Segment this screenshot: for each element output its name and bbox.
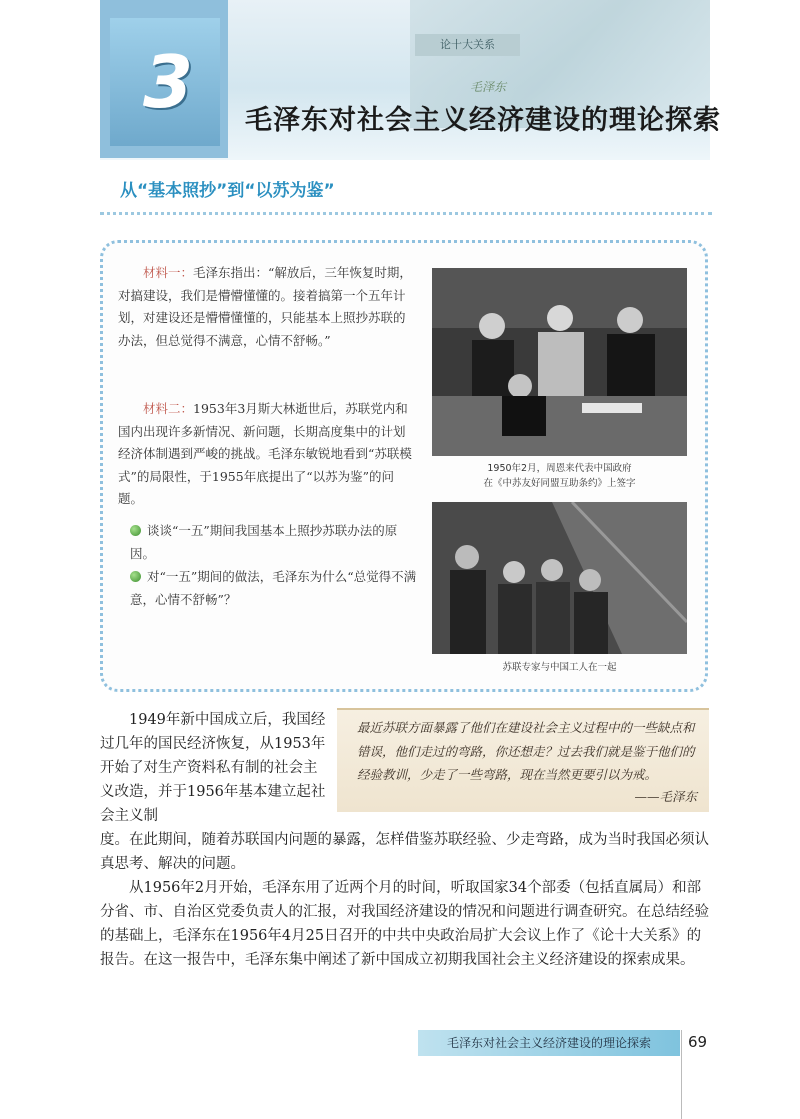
chapter-number: 3 [142,40,194,124]
material-two [118,398,416,511]
book-cover-author: 毛泽东 [470,80,507,94]
question-one [130,520,418,565]
material-one-label: 材料一： [143,265,194,280]
caption-line: 在《中苏友好同盟互助条约》上签字 [483,478,636,489]
material-one [118,262,416,352]
material-two-text: 1953年3月斯大林逝世后，苏联党内和国内出现许多新情况、新问题，长期高度集中的计划经济体制遇到严峻的挑战。毛泽东敏锐地看到“苏联模式”的局限性，于1955年底提出了“以苏为鉴”的问题。 [118,401,412,506]
caption-line: 1950年2月，周恩来代表中国政府 [487,463,632,474]
section-title: 从“基本照抄”到“以苏为鉴” [120,181,335,201]
page-number-divider [681,1030,682,1119]
body-paragraph-1: 1949年新中国成立后，我国经过几年的国民经济恢复，从1953年开始了对生产资料私有制的社会主义改造，并于1956年基本建立起社会主义制 [100,712,326,824]
quote-author: ——毛泽东 [634,788,697,804]
body-paragraph-1-continued: 度。在此期间，随着苏联国内问题的暴露，怎样借鉴苏联经验、少走弯路，成为当时我国必须认真思考、解决的问题。 [100,832,709,872]
experts-photo-caption: 苏联专家与中国工人在一起 [502,662,617,673]
material-two-label: 材料二： [143,401,194,416]
question-two [130,566,418,611]
soviet-experts-photo [432,502,687,654]
question-bullet-icon [130,525,141,536]
treaty-photo-caption [432,461,687,491]
question-one-text: 谈谈“一五”期间我国基本上照抄苏联办法的原因。 [130,523,398,561]
book-cover-label: 论十大关系 [415,34,520,56]
footer-chapter-title: 毛泽东对社会主义经济建设的理论探索 [446,1036,651,1050]
page-number: 69 [688,1033,708,1051]
section-divider [100,212,712,215]
question-two-text: 对“一五”期间的做法，毛泽东为什么“总觉得不满意，心情不舒畅”？ [130,569,417,607]
material-one-text: 毛泽东指出：“解放后，三年恢复时期，对搞建设，我们是懵懵懂懂的。接着搞第一个五年计划，对建设还是懵懵懂懂的，只能基本上照抄苏联的办法，但总觉得不满意，心情不舒畅。” [118,265,412,348]
quote-text: 最近苏联方面暴露了他们在建设社会主义过程中的一些缺点和错误，他们走过的弯路，你还想走？过去我们就是鉴于他们的经验教训，少走了一些弯路，现在当然更要引以为戒。 [357,720,695,782]
page-title: 毛泽东对社会主义经济建设的理论探索 [245,105,721,136]
treaty-signing-photo [432,268,687,456]
mao-quote-box [337,708,709,812]
question-bullet-icon [130,571,141,582]
body-paragraph-2: 从1956年2月开始，毛泽东用了近两个月的时间，听取国家34个部委（包括直属局）和部分省、市、自治区党委负责人的汇报，对我国经济建设的情况和问题进行调查研究。在总结经验的基础上，毛泽东在1956年4月25日召开的中共中央政治局扩大会议上作了《论十大关系》的报告。在这一报告中，毛泽东集中阐述了新中国成立初期我国社会主义经济建设的探索成果。 [100,880,709,968]
